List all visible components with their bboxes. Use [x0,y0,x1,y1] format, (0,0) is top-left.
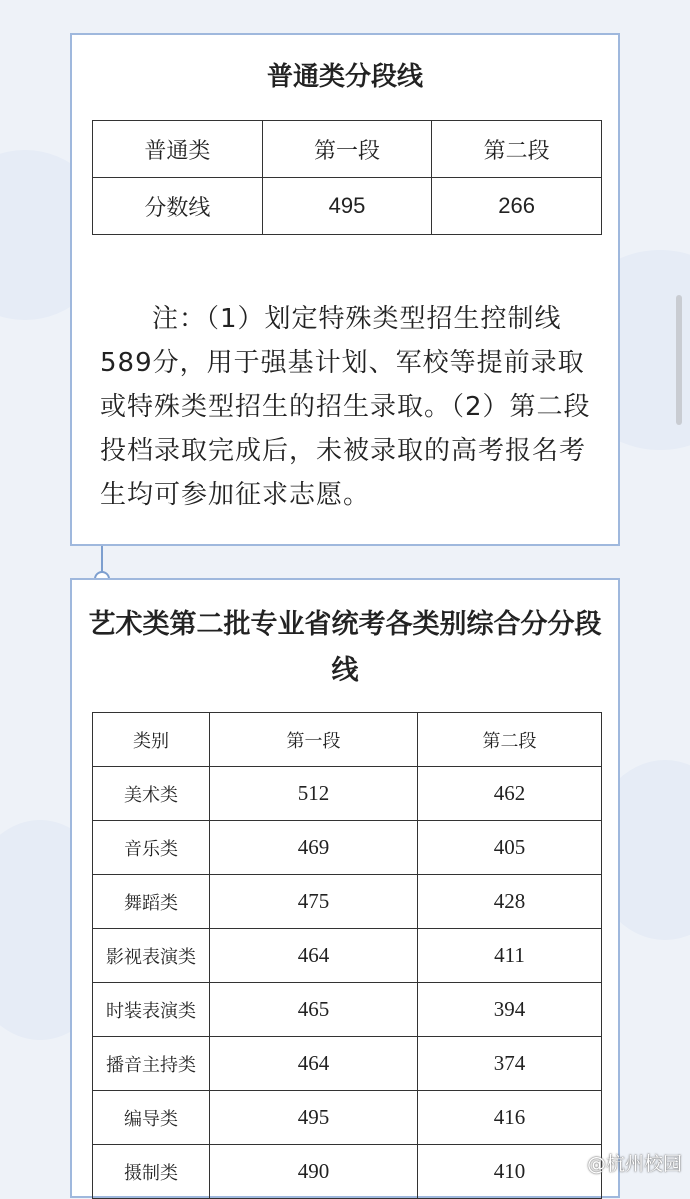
table-row [93,929,602,983]
category-cell: 音乐类 [93,821,210,875]
header-second-segment: 第二段 [418,713,602,767]
second-segment-score: 410 [418,1145,602,1199]
art-card-title: 艺术类第二批专业省统考各类别综合分分段线 [88,609,602,686]
first-segment-score: 469 [210,821,418,875]
first-segment-score: 475 [210,875,418,929]
second-segment-score: 405 [418,821,602,875]
general-card-title: 普通类分段线 [266,62,423,92]
general-note: 注：（1）划定特殊类型招生控制线589分，用于强基计划、军校等提前录取或特殊类型招生的招生录取。（2）第二段投档录取完成后，未被录取的高考报名考生均可参加征求志愿。 [100,304,591,510]
table-row [93,1091,602,1145]
second-segment-score: 394 [418,983,602,1037]
general-score-card [70,33,620,546]
category-cell: 舞蹈类 [93,875,210,929]
second-segment-score: 462 [418,767,602,821]
second-segment-score: 411 [418,929,602,983]
header-first-segment: 第一段 [262,121,432,178]
category-cell: 摄制类 [93,1145,210,1199]
art-score-table [92,712,602,1199]
table-row [93,821,602,875]
first-segment-score: 512 [210,767,418,821]
first-segment-score: 465 [210,983,418,1037]
category-cell: 编导类 [93,1091,210,1145]
watermark [561,1149,682,1176]
row-label: 分数线 [93,178,263,235]
scrollbar[interactable] [676,295,682,425]
timeline-connector [101,546,103,572]
table-row [93,983,602,1037]
first-segment-score: 490 [210,1145,418,1199]
first-segment-score: 495 [210,1091,418,1145]
table-row [93,1145,602,1199]
second-segment-score: 266 [432,178,602,235]
second-segment-score: 416 [418,1091,602,1145]
category-cell: 时装表演类 [93,983,210,1037]
second-segment-score: 374 [418,1037,602,1091]
first-segment-score: 464 [210,929,418,983]
header-first-segment: 第一段 [210,713,418,767]
table-row [93,178,602,235]
header-category: 普通类 [93,121,263,178]
table-row [93,1037,602,1091]
category-cell: 播音主持类 [93,1037,210,1091]
header-category: 类别 [93,713,210,767]
first-segment-score: 464 [210,1037,418,1091]
watermark-text: @杭州校园 [586,1153,682,1175]
table-row [93,875,602,929]
table-row [93,767,602,821]
second-segment-score: 428 [418,875,602,929]
first-segment-score: 495 [262,178,432,235]
header-second-segment: 第二段 [432,121,602,178]
table-header-row [93,121,602,178]
weibo-icon [561,1154,583,1172]
category-cell: 影视表演类 [93,929,210,983]
art-score-card [70,578,620,1198]
table-header-row [93,713,602,767]
category-cell: 美术类 [93,767,210,821]
general-score-table [92,120,602,235]
